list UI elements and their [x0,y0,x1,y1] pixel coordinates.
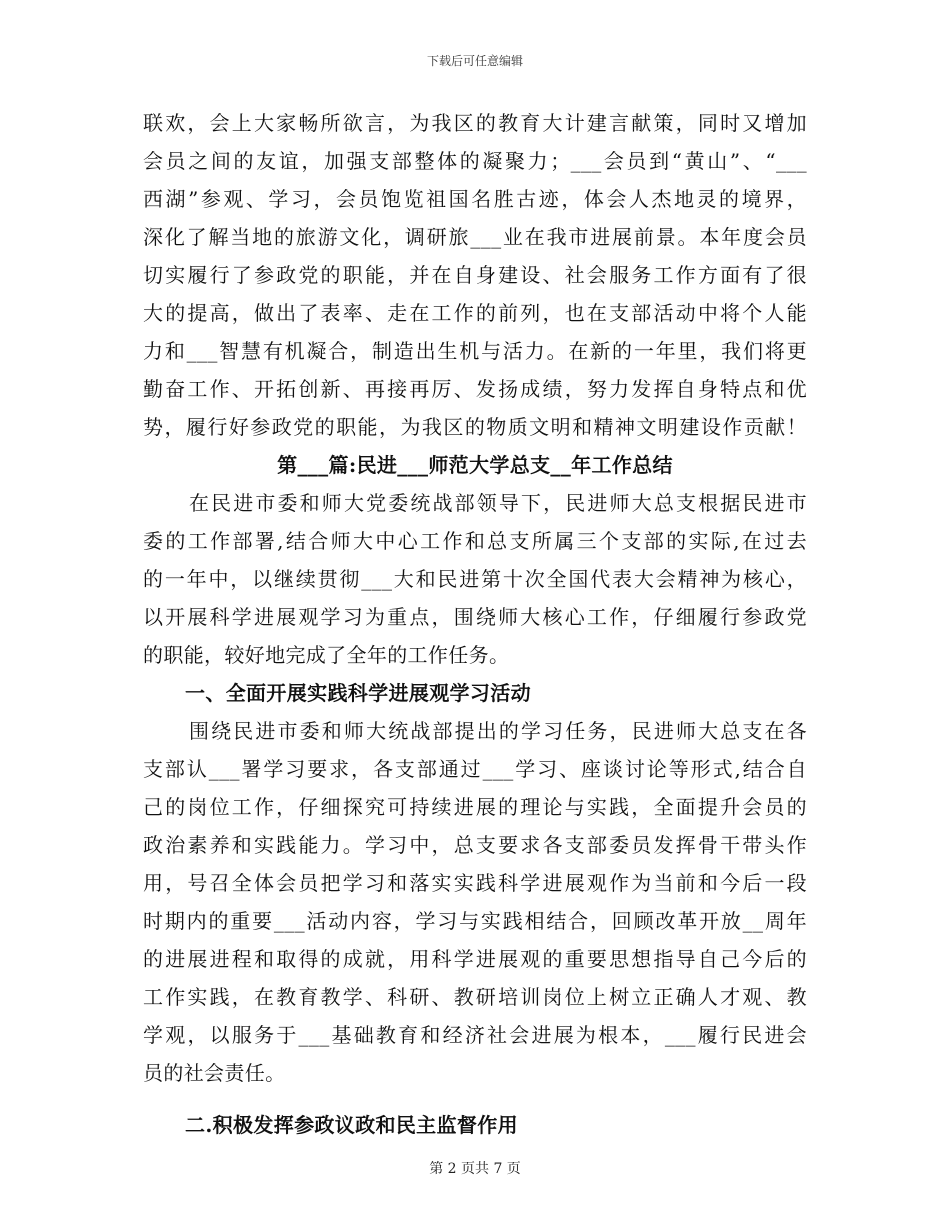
text-line: 力和___智慧有机凝合，制造出生机与活力。在新的一年里，我们将更 [143,339,807,363]
text-line: 的一年中，以继续贯彻___大和民进第十次全国代表大会精神为核心， [143,567,807,591]
paragraph-3 [143,712,807,1092]
paragraph-2 [143,484,807,674]
text-line: 联欢，会上大家畅所欲言，为我区的教育大计建言献策，同时又增加 [143,111,807,135]
text-line: 势，履行好参政党的职能，为我区的物质文明和精神文明建设作贡献！ [143,415,807,439]
text-line: 会员之间的友谊，加强支部整体的凝聚力；___会员到“黄山”、“___ [143,149,807,173]
heading-2: 二.积极发挥参政议政和民主监督作用 [185,1113,518,1137]
heading-1: 一、全面开展实践科学进展观学习活动 [185,681,531,705]
text-line: 支部认___署学习要求，各支部通过___学习、座谈讨论等形式,结合自 [143,757,807,781]
section-title: 第___篇:民进___师范大学总支__年工作总结 [277,453,673,477]
text-line: 政治素养和实践能力。学习中，总支要求各支部委员发挥骨干带头作 [143,833,807,857]
text-line: 的职能，较好地完成了全年的工作任务。 [143,643,510,667]
document-body [143,104,807,1144]
text-line: 委的工作部署,结合师大中心工作和总支所属三个支部的实际,在过去 [143,529,807,553]
text-line: 切实履行了参政党的职能，并在自身建设、社会服务工作方面有了很 [143,263,807,287]
text-line: 己的岗位工作，仔细探究可持续进展的理论与实践，全面提升会员的 [143,795,807,819]
text-line: 用，号召全体会员把学习和落实实践科学进展观作为当前和今后一段 [143,871,807,895]
text-line: 以开展科学进展观学习为重点，围绕师大核心工作，仔细履行参政党 [143,605,807,629]
text-line: 大的提高，做出了表率、走在工作的前列，也在支部活动中将个人能 [143,301,807,325]
text-line: 深化了解当地的旅游文化，调研旅___业在我市进展前景。本年度会员 [143,225,807,249]
text-line: 的进展进程和取得的成就，用科学进展观的重要思想指导自己今后的 [143,947,807,971]
text-line: 在民进市委和师大党委统战部领导下，民进师大总支根据民进市 [189,491,807,515]
text-line: 员的社会责任。 [143,1061,286,1085]
text-line: 围绕民进市委和师大统战部提出的学习任务，民进师大总支在各 [189,719,807,743]
text-line: 工作实践，在教育教学、科研、教研培训岗位上树立正确人才观、教 [143,985,807,1009]
text-line: 时期内的重要___活动内容，学习与实践相结合，回顾改革开放__周年 [143,909,807,933]
text-line: 勤奋工作、开拓创新、再接再厉、发扬成绩，努力发挥自身特点和优 [143,377,807,401]
text-line: 学观，以服务于___基础教育和经济社会进展为根本，___履行民进会 [143,1023,807,1047]
paragraph-1 [143,104,807,446]
text-line: 西湖”参观、学习，会员饱览祖国名胜古迹，体会人杰地灵的境界， [143,187,807,211]
page-header-note: 下载后可任意编辑 [426,54,523,68]
page-number: 第 2 页共 7 页 [429,1161,521,1177]
